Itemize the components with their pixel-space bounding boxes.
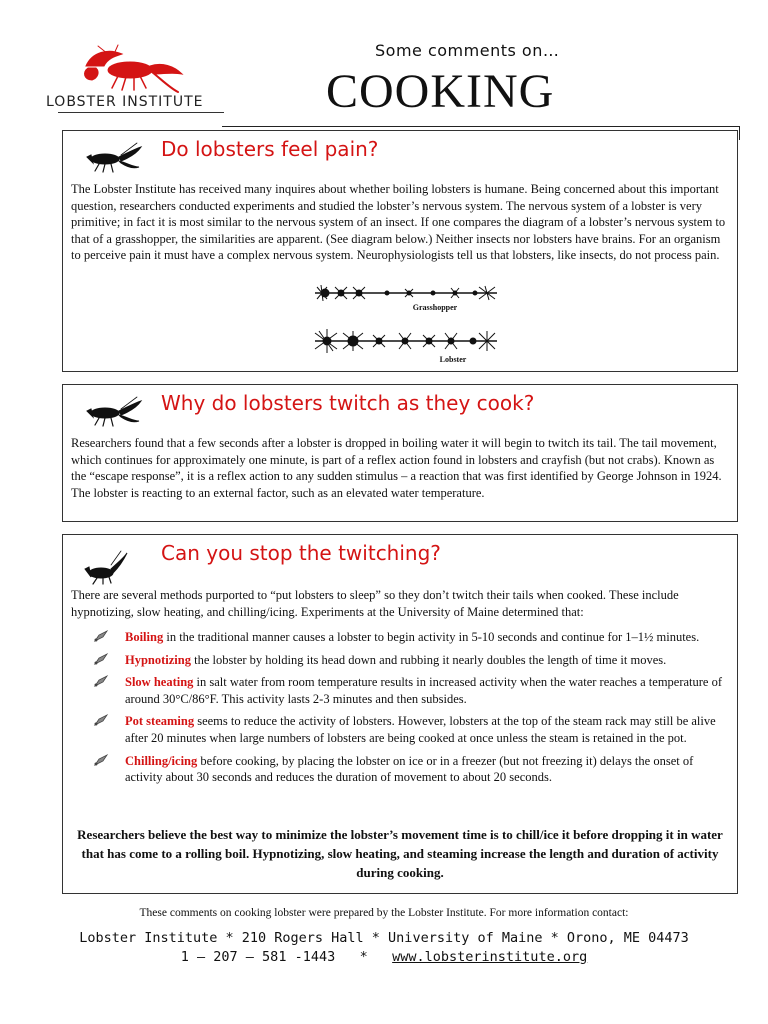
page-subtitle: Some comments on… bbox=[375, 41, 560, 60]
list-item bbox=[71, 713, 727, 746]
nervous-system-diagram bbox=[309, 283, 509, 373]
list-item bbox=[71, 629, 727, 646]
method-keyword: Boiling bbox=[125, 630, 164, 644]
header-divider bbox=[222, 126, 740, 127]
pen-bullet-icon bbox=[93, 674, 109, 688]
footer-phone: 1 – 207 – 581 -1443 bbox=[180, 949, 336, 965]
lobster-icon bbox=[81, 549, 129, 585]
method-text: the lobster by holding its head down and rubbing it nearly doubles the length of time it moves. bbox=[191, 652, 667, 667]
red-lobster-logo bbox=[78, 44, 188, 96]
section-title: Can you stop the twitching? bbox=[161, 541, 441, 565]
footer-address: Lobster Institute * 210 Rogers Hall * University of Maine * Orono, ME 04473 bbox=[79, 930, 689, 946]
conclusion-text: Researchers believe the best way to minimize the lobster’s movement time is to chill/ice it before dropping it in water that has come to a rolling boil. Hypnotizing, slow heating, and steaming increase the length and duration of activity during cooking. bbox=[77, 827, 723, 880]
section-title: Do lobsters feel pain? bbox=[161, 137, 379, 161]
pen-bullet-icon bbox=[93, 753, 109, 767]
method-text: before cooking, by placing the lobster on ice or in a freezer (but not freezing it) delays the onset of activity about 30 seconds and reduces the duration of movement to about 20 seconds. bbox=[125, 753, 694, 785]
lobster-icon bbox=[81, 141, 143, 173]
footer-separator: * bbox=[359, 949, 368, 965]
institute-underline bbox=[58, 112, 224, 113]
section-body: Researchers found that a few seconds after a lobster is dropped in boiling water it will begin to twitch its tail. The tail movement, which continues for approximately one minute, is part of a reflex action found in lobsters and crayfish (but not crabs). Known as the “escape response”, it is a reflex action to any sudden stimulus – a reaction that was first identified by George Johnson in 1924. The lobster is reacting to an external factor, such as an elevated water temperature. bbox=[71, 436, 722, 500]
page-title: COOKING bbox=[326, 65, 555, 118]
diagram-label-grasshopper: Grasshopper bbox=[412, 303, 458, 312]
section-stop-twitching bbox=[62, 534, 738, 894]
pen-bullet-icon bbox=[93, 629, 109, 643]
institute-name: LOBSTER INSTITUTE bbox=[46, 94, 204, 110]
method-keyword: Pot steaming bbox=[125, 714, 195, 729]
lobster-icon bbox=[81, 395, 143, 427]
method-keyword: Slow heating bbox=[125, 675, 194, 690]
section-title: Why do lobsters twitch as they cook? bbox=[161, 391, 535, 415]
pen-bullet-icon bbox=[93, 652, 109, 666]
footer-contact-line bbox=[0, 949, 768, 965]
method-keyword: Chilling/icing bbox=[125, 753, 198, 768]
header-divider-tick bbox=[739, 126, 740, 140]
section-intro: There are several methods purported to “put lobsters to sleep” so they don’t twitch their tails when cooked. These include hypnotizing, slow heating, and chilling/icing. Experiments at the University of Maine determined that: bbox=[71, 588, 679, 619]
list-item bbox=[71, 652, 727, 669]
section-lobster-pain bbox=[62, 130, 738, 372]
method-text: seems to reduce the activity of lobsters. However, lobsters at the top of the steam rack may still be alive after 20 minutes when large numbers of lobsters are being cooked at once unless the steam is retained in the pot. bbox=[125, 714, 716, 745]
website-link[interactable]: www.lobsterinstitute.org bbox=[392, 949, 588, 965]
pen-bullet-icon bbox=[93, 713, 109, 727]
list-item bbox=[71, 753, 727, 786]
section-lobster-twitch bbox=[62, 384, 738, 522]
method-keyword: Hypnotizing bbox=[125, 652, 191, 667]
method-list bbox=[71, 629, 727, 792]
method-text: in salt water from room temperature results in increased activity when the water reaches a temperature of around 30°C/86°F. This activity lasts 2-3 minutes and then subsides. bbox=[125, 675, 723, 706]
section-body: The Lobster Institute has received many inquires about whether boiling lobsters is humane. Being concerned about this important question, researchers conducted experiments and studied the lobster’s nervous system. The nervous system of a lobster is very primitive; in fact it is most similar to the nervous system of an insect. If one compares the diagram of a lobster’s nervous system to that of a grasshopper, the similarities are apparent. (See diagram below.) Neither insects nor lobsters have brains. For an organism to perceive pain it must have a complex nervous system. Neurophysiologists tell us that lobsters, like insects, do not process pain. bbox=[71, 182, 726, 263]
footer-note: These comments on cooking lobster were prepared by the Lobster Institute. For more information contact: bbox=[139, 907, 629, 919]
diagram-label-lobster: Lobster bbox=[439, 355, 467, 364]
method-text: in the traditional manner causes a lobster to begin activity in 5-10 seconds and continue for 1–1½ minutes. bbox=[163, 630, 700, 644]
list-item bbox=[71, 674, 727, 707]
